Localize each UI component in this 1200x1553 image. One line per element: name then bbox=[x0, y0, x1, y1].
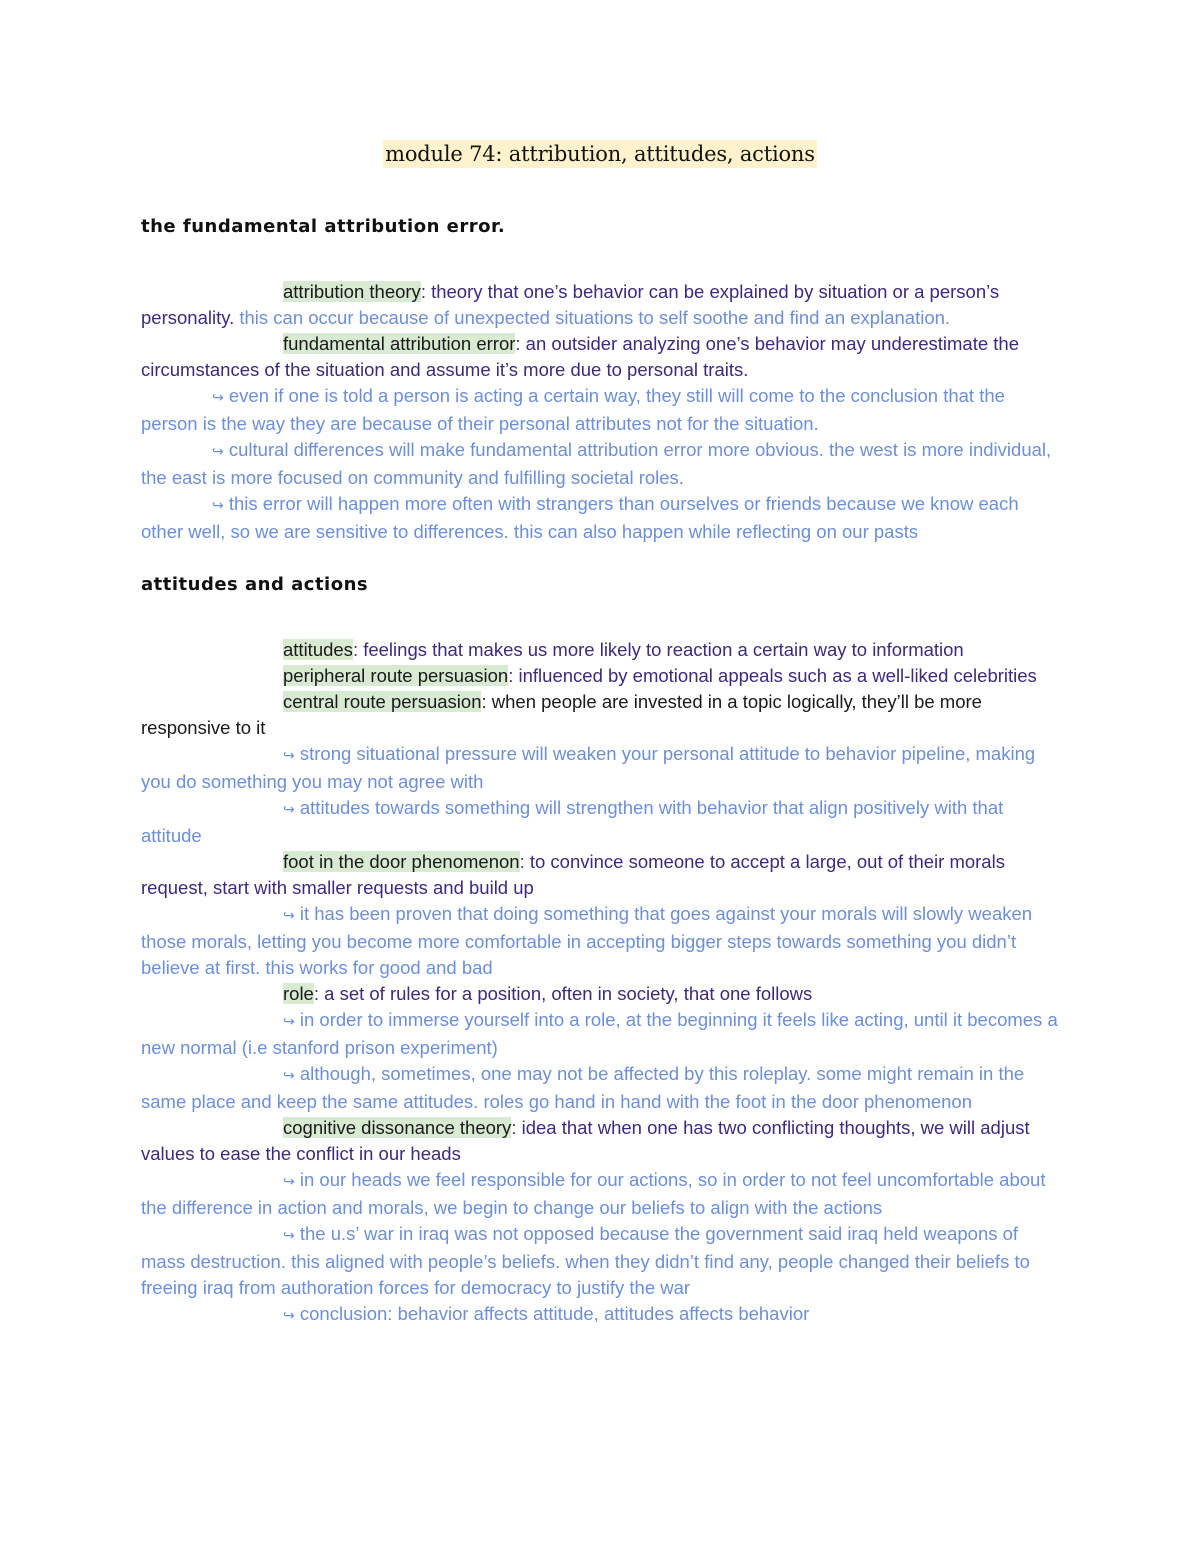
bullet-text: in our heads we feel responsible for our actions, so in order to not feel uncomfortable about the difference in action and morals, we begin to change our beliefs to align with the actions bbox=[141, 1169, 1046, 1218]
bullet-text: cultural differences will make fundamental attribution error more obvious. the west is more individual, the east is more focused on community and fulfilling societal roles. bbox=[141, 439, 1052, 488]
term-highlight: fundamental attribution error bbox=[283, 333, 516, 354]
bullet-note bbox=[141, 1167, 1061, 1221]
bullet-text: strong situational pressure will weaken your personal attitude to behavior pipeline, making you do something you may not agree with bbox=[141, 743, 1036, 792]
bullet-note bbox=[141, 741, 1061, 795]
definition-fundamental-attribution-error bbox=[141, 331, 1061, 383]
arrow-icon: ↪ bbox=[212, 390, 224, 406]
bullet-note bbox=[141, 901, 1061, 981]
bullet-text: in order to immerse yourself into a role, at the beginning it feels like acting, until it becomes a new normal (i.e stanford prison experiment) bbox=[141, 1009, 1058, 1058]
bullet-text: attitudes towards something will strengthen with behavior that align positively with that attitude bbox=[141, 797, 1004, 846]
note-text: this can occur because of unexpected situations to self soothe and find an explanation. bbox=[234, 307, 951, 328]
term-highlight: attribution theory bbox=[283, 281, 421, 302]
bullet-note bbox=[141, 1301, 1061, 1329]
term-highlight: attitudes bbox=[283, 639, 353, 660]
definition-text: : when people are invested in a topic logically, they’ll be more responsive to it bbox=[141, 691, 982, 738]
term-highlight: central route persuasion bbox=[283, 691, 482, 712]
definition-role bbox=[141, 981, 1061, 1007]
bullet-text: the u.s’ war in iraq was not opposed because the government said iraq held weapons of mass destruction. this aligned with people’s beliefs. when they didn’t find any, people changed their beliefs to freeing iraq from authoration forces for democracy to justify the war bbox=[141, 1223, 1030, 1298]
term-highlight: foot in the door phenomenon bbox=[283, 851, 520, 872]
bullet-note bbox=[141, 1221, 1061, 1301]
bullet-text: although, sometimes, one may not be affected by this roleplay. some might remain in the same place and keep the same attitudes. roles go hand in hand with the foot in the door phenomenon bbox=[141, 1063, 1025, 1112]
arrow-icon: ↪ bbox=[283, 748, 295, 764]
arrow-icon: ↪ bbox=[212, 444, 224, 460]
arrow-icon: ↪ bbox=[283, 1174, 295, 1190]
bullet-note bbox=[141, 383, 1061, 437]
document-body bbox=[141, 213, 1061, 1329]
definition-peripheral-route bbox=[141, 663, 1061, 689]
arrow-icon: ↪ bbox=[283, 1308, 295, 1324]
definition-text: : idea that when one has two conflicting thoughts, we will adjust values to ease the conflict in our heads bbox=[141, 1117, 1030, 1164]
bullet-note bbox=[141, 437, 1061, 491]
definition-attitudes bbox=[141, 637, 1061, 663]
definition-text: : a set of rules for a position, often in society, that one follows bbox=[313, 983, 813, 1004]
bullet-note bbox=[141, 1061, 1061, 1115]
title-row bbox=[0, 140, 1200, 168]
arrow-icon: ↪ bbox=[283, 802, 295, 818]
section-heading-attitudes-actions: attitudes and actions bbox=[141, 574, 369, 595]
arrow-icon: ↪ bbox=[283, 1014, 295, 1030]
bullet-text: it has been proven that doing something that goes against your morals will slowly weaken those morals, letting you become more comfortable in accepting bigger steps towards something you didn’t believe at first. this works for good and bad bbox=[141, 903, 1033, 978]
arrow-icon: ↪ bbox=[212, 498, 224, 514]
definition-text: : feelings that makes us more likely to reaction a certain way to information bbox=[352, 639, 964, 660]
definition-text: : to convince someone to accept a large, out of their morals request, start with smaller requests and build up bbox=[141, 851, 1005, 898]
term-highlight: role bbox=[283, 983, 314, 1004]
arrow-icon: ↪ bbox=[283, 1068, 295, 1084]
definition-foot-in-door bbox=[141, 849, 1061, 901]
bullet-note bbox=[141, 1007, 1061, 1061]
arrow-icon: ↪ bbox=[283, 1228, 295, 1244]
definition-cognitive-dissonance bbox=[141, 1115, 1061, 1167]
bullet-text: this error will happen more often with strangers than ourselves or friends because we know each other well, so we are sensitive to differences. this can also happen while reflecting on our pasts bbox=[141, 493, 1019, 542]
definition-text: : an outsider analyzing one’s behavior may underestimate the circumstances of the situation and assume it’s more due to personal traits. bbox=[141, 333, 1019, 380]
definition-central-route bbox=[141, 689, 1061, 741]
definition-attribution-theory bbox=[141, 279, 1061, 331]
term-highlight: peripheral route persuasion bbox=[283, 665, 509, 686]
arrow-icon: ↪ bbox=[283, 908, 295, 924]
term-highlight: cognitive dissonance theory bbox=[283, 1117, 512, 1138]
bullet-text: conclusion: behavior affects attitude, attitudes affects behavior bbox=[299, 1303, 810, 1324]
definition-text: : influenced by emotional appeals such as a well-liked celebrities bbox=[508, 665, 1037, 686]
bullet-text: even if one is told a person is acting a certain way, they still will come to the conclusion that the person is the way they are because of their personal attributes not for the situation. bbox=[141, 385, 1005, 434]
definition-text: : theory that one’s behavior can be explained by situation or a person’s personality. bbox=[141, 281, 1000, 328]
bullet-note bbox=[141, 795, 1061, 849]
document-title: module 74: attribution, attitudes, actions bbox=[385, 142, 815, 166]
bullet-note bbox=[141, 491, 1061, 545]
section-heading-attribution-error: the fundamental attribution error. bbox=[141, 216, 506, 237]
